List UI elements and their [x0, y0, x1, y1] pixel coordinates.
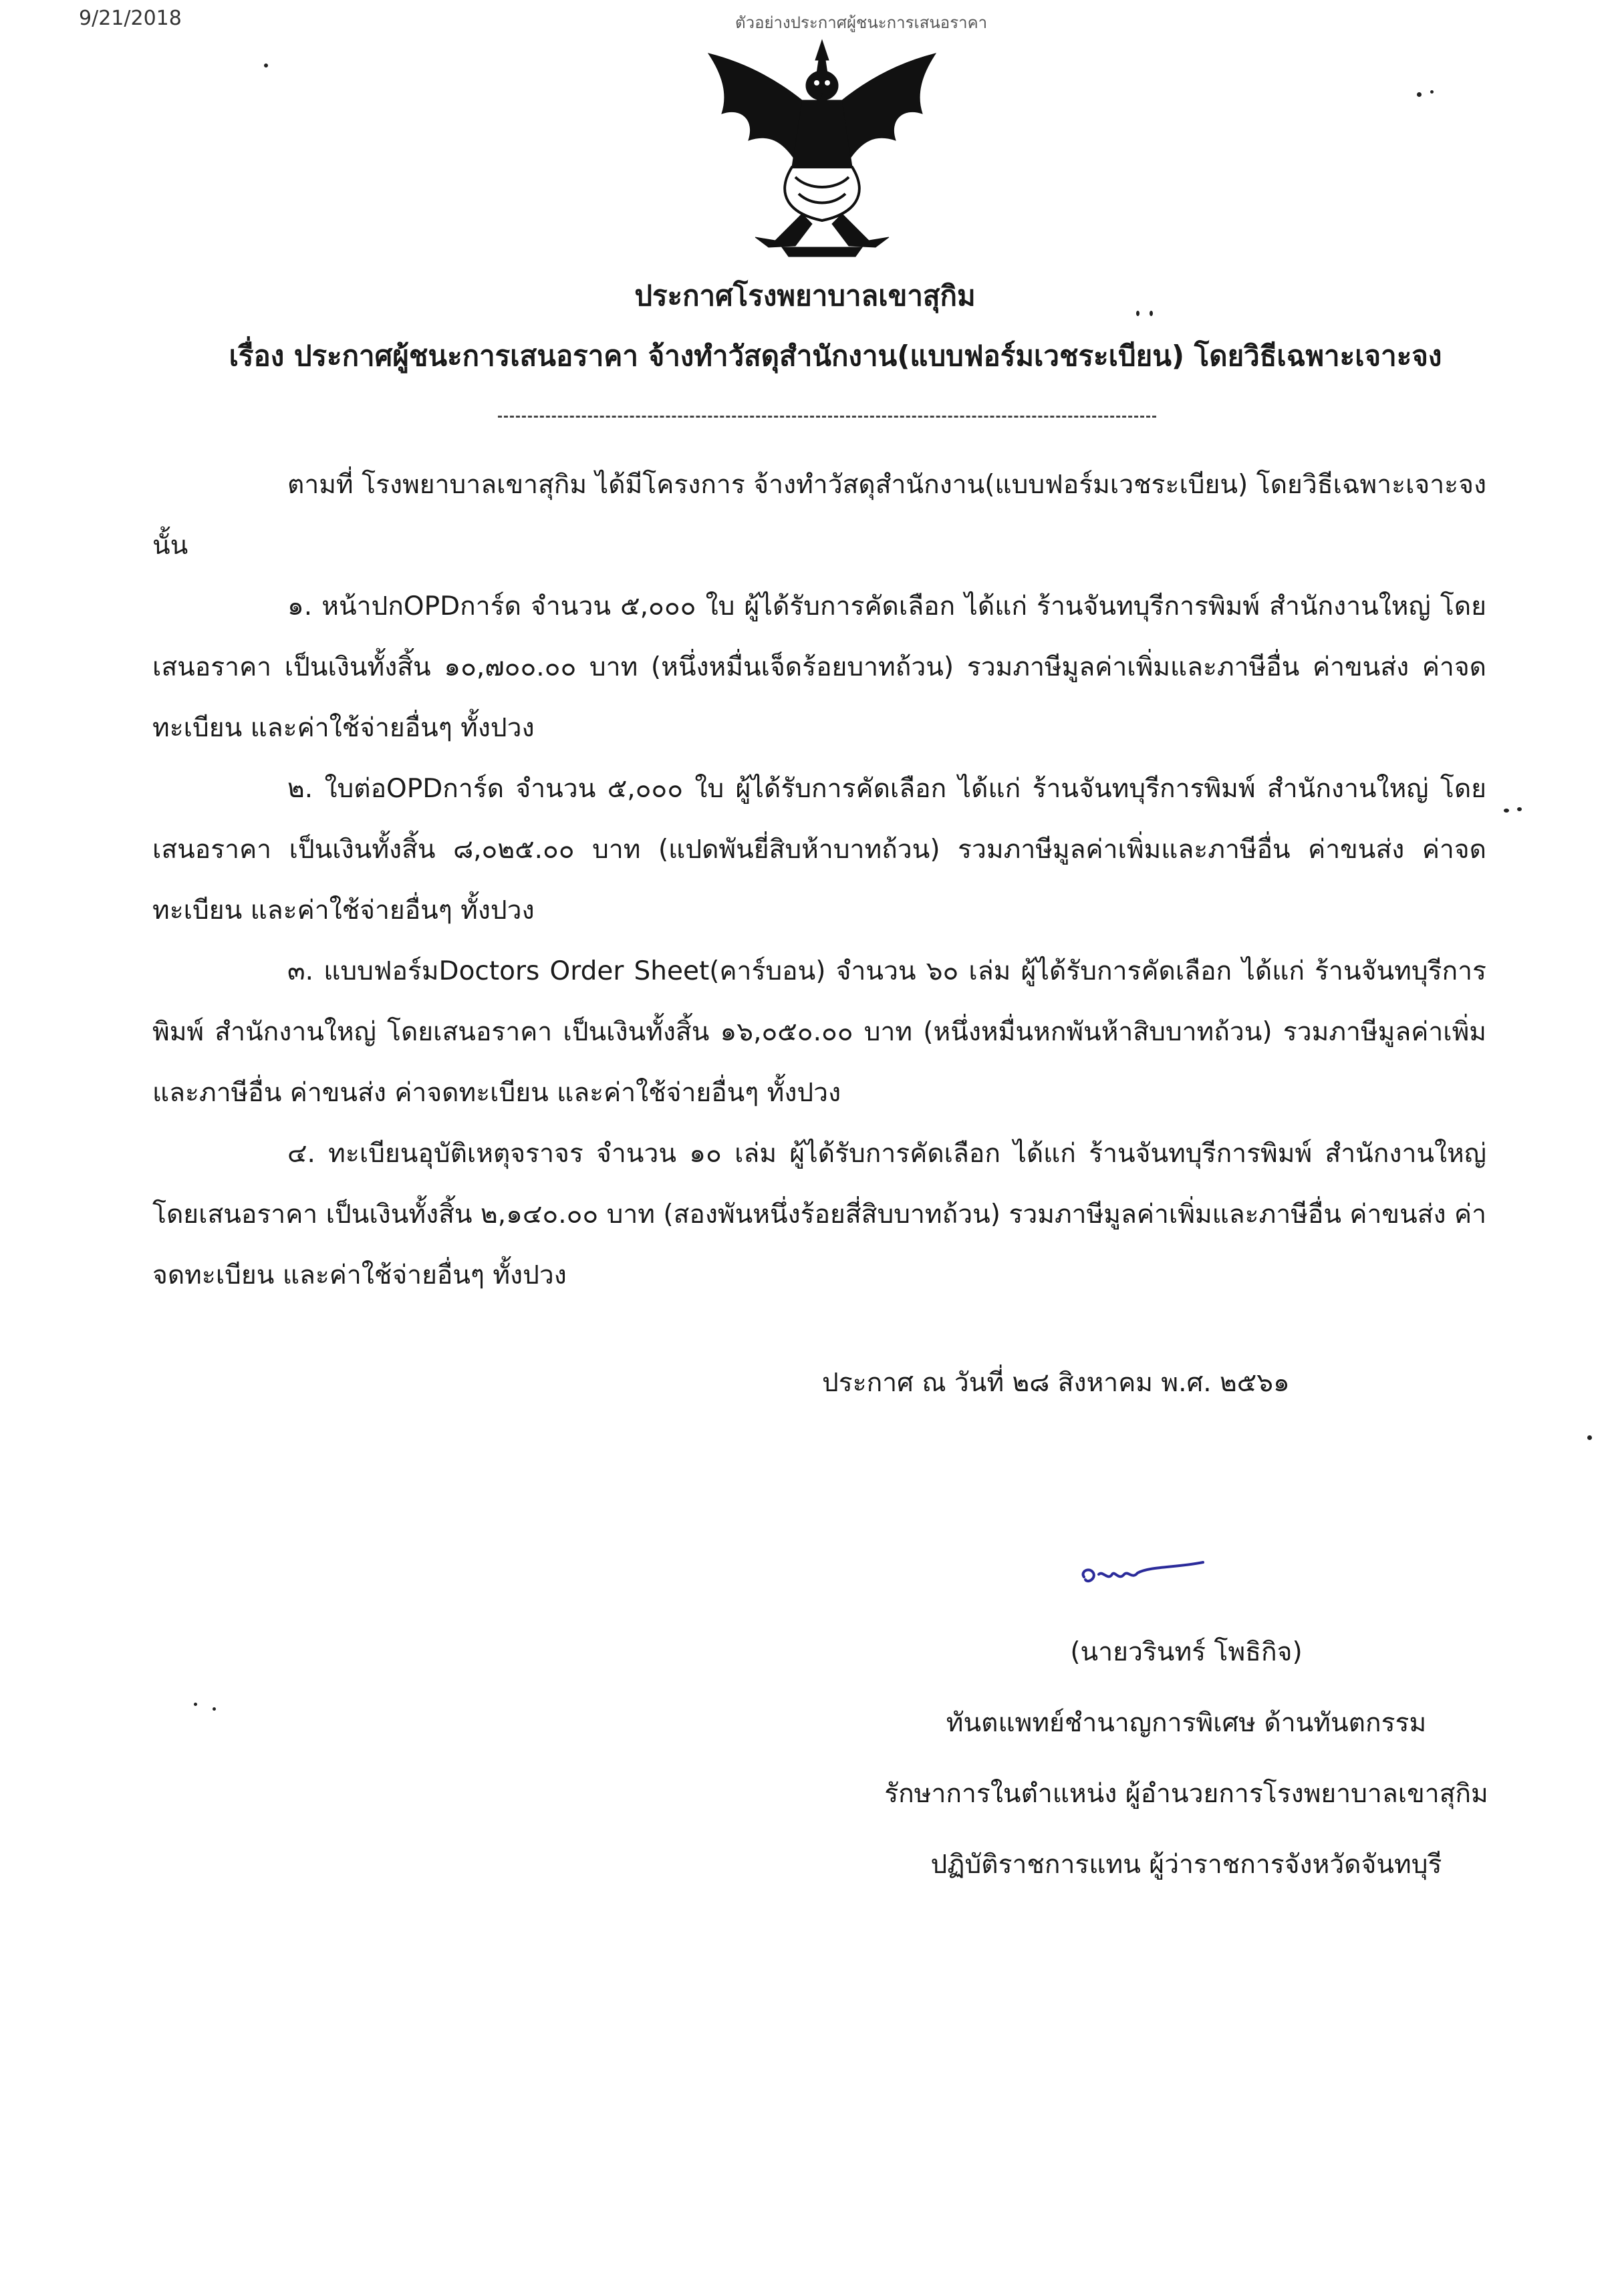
intro-paragraph: ตามที่ โรงพยาบาลเขาสุกิม ได้มีโครงการ จ้างทำวัสดุสำนักงาน(แบบฟอร์มเวชระเบียน) โดยวิธีเฉพาะเจาะจง นั้น	[152, 470, 1486, 561]
signer-position: ทันตแพทย์ชำนาญการพิเศษ ด้านทันตกรรม	[946, 1708, 1427, 1738]
scan-speck	[1150, 311, 1153, 316]
announcement-subject: เรื่อง ประกาศผู้ชนะการเสนอราคา จ้างทำวัสดุสำนักงาน(แบบฟอร์มเวชระเบียน) โดยวิธีเฉพาะเจาะจง	[229, 339, 1442, 372]
scan-speck	[1430, 90, 1434, 94]
announcement-title: ประกาศโรงพยาบาลเขาสุกิม	[634, 279, 976, 312]
announcement-body	[152, 454, 1486, 1306]
scan-speck	[1587, 1435, 1592, 1440]
signer-on-behalf: ปฏิบัติราชการแทน ผู้ว่าราชการจังหวัดจันทบุรี	[930, 1850, 1442, 1880]
signer-name: (นายวรินทร์ โพธิกิจ)	[1070, 1637, 1303, 1667]
scan-speck	[1504, 809, 1509, 813]
scan-speck	[1136, 311, 1139, 316]
list-item: ๑. หน้าปกOPDการ์ด จำนวน ๕,๐๐๐ ใบ ผู้ได้รับการคัดเลือก ได้แก่ ร้านจันทบุรีการพิมพ์ สำนักงานใหญ่ โดยเสนอราคา เป็นเงินทั้งสิ้น ๑๐,๗๐๐.๐๐ บาท (หนึ่งหมื่นเจ็ดร้อยบาทถ้วน) รวมภาษีมูลค่าเพิ่มและภาษีอื่น ค่าขนส่ง ค่าจดทะเบียน และค่าใช้จ่ายอื่นๆ ทั้งปวง	[152, 591, 1486, 743]
scan-speck	[213, 1707, 216, 1711]
list-item: ๒. ใบต่อOPDการ์ด จำนวน ๕,๐๐๐ ใบ ผู้ได้รับการคัดเลือก ได้แก่ ร้านจันทบุรีการพิมพ์ สำนักงานใหญ่ โดยเสนอราคา เป็นเงินทั้งสิ้น ๘,๐๒๕.๐๐ บาท (แปดพันยี่สิบห้าบาทถ้วน) รวมภาษีมูลค่าเพิ่มและภาษีอื่น ค่าขนส่ง ค่าจดทะเบียน และค่าใช้จ่ายอื่นๆ ทั้งปวง	[152, 774, 1486, 925]
scan-speck	[264, 63, 268, 67]
list-item: ๓. แบบฟอร์มDoctors Order Sheet(คาร์บอน) จำนวน ๖๐ เล่ม ผู้ได้รับการคัดเลือก ได้แก่ ร้านจันทบุรีการพิมพ์ สำนักงานใหญ่ โดยเสนอราคา เป็นเงินทั้งสิ้น ๑๖,๐๕๐.๐๐ บาท (หนึ่งหมื่นหกพันห้าสิบบาทถ้วน) รวมภาษีมูลค่าเพิ่มและภาษีอื่น ค่าขนส่ง ค่าจดทะเบียน และค่าใช้จ่ายอื่นๆ ทั้งปวง	[152, 956, 1486, 1108]
header-note: ตัวอย่างประกาศผู้ชนะการเสนอราคา	[735, 13, 988, 32]
signer-block	[802, 1617, 1571, 1900]
divider-line	[498, 416, 1156, 418]
announcement-date: ประกาศ ณ วันที่ ๒๘ สิงหาคม พ.ศ. ๒๕๖๑	[822, 1368, 1290, 1398]
print-date: 9/21/2018	[79, 7, 182, 30]
signature-icon	[1076, 1557, 1210, 1597]
scan-speck	[194, 1703, 197, 1706]
scan-speck	[1517, 807, 1522, 811]
list-item: ๔. ทะเบียนอุบัติเหตุจราจร จำนวน ๑๐ เล่ม ผู้ได้รับการคัดเลือก ได้แก่ ร้านจันทบุรีการพิมพ์ สำนักงานใหญ่ โดยเสนอราคา เป็นเงินทั้งสิ้น ๒,๑๔๐.๐๐ บาท (สองพันหนึ่งร้อยสี่สิบบาทถ้วน) รวมภาษีมูลค่าเพิ่มและภาษีอื่น ค่าขนส่ง ค่าจดทะเบียน และค่าใช้จ่ายอื่นๆ ทั้งปวง	[152, 1139, 1486, 1290]
signer-acting-role: รักษาการในตำแหน่ง ผู้อำนวยการโรงพยาบาลเขาสุกิม	[884, 1779, 1488, 1809]
garuda-emblem-icon	[695, 33, 949, 261]
scan-speck	[1417, 92, 1422, 97]
